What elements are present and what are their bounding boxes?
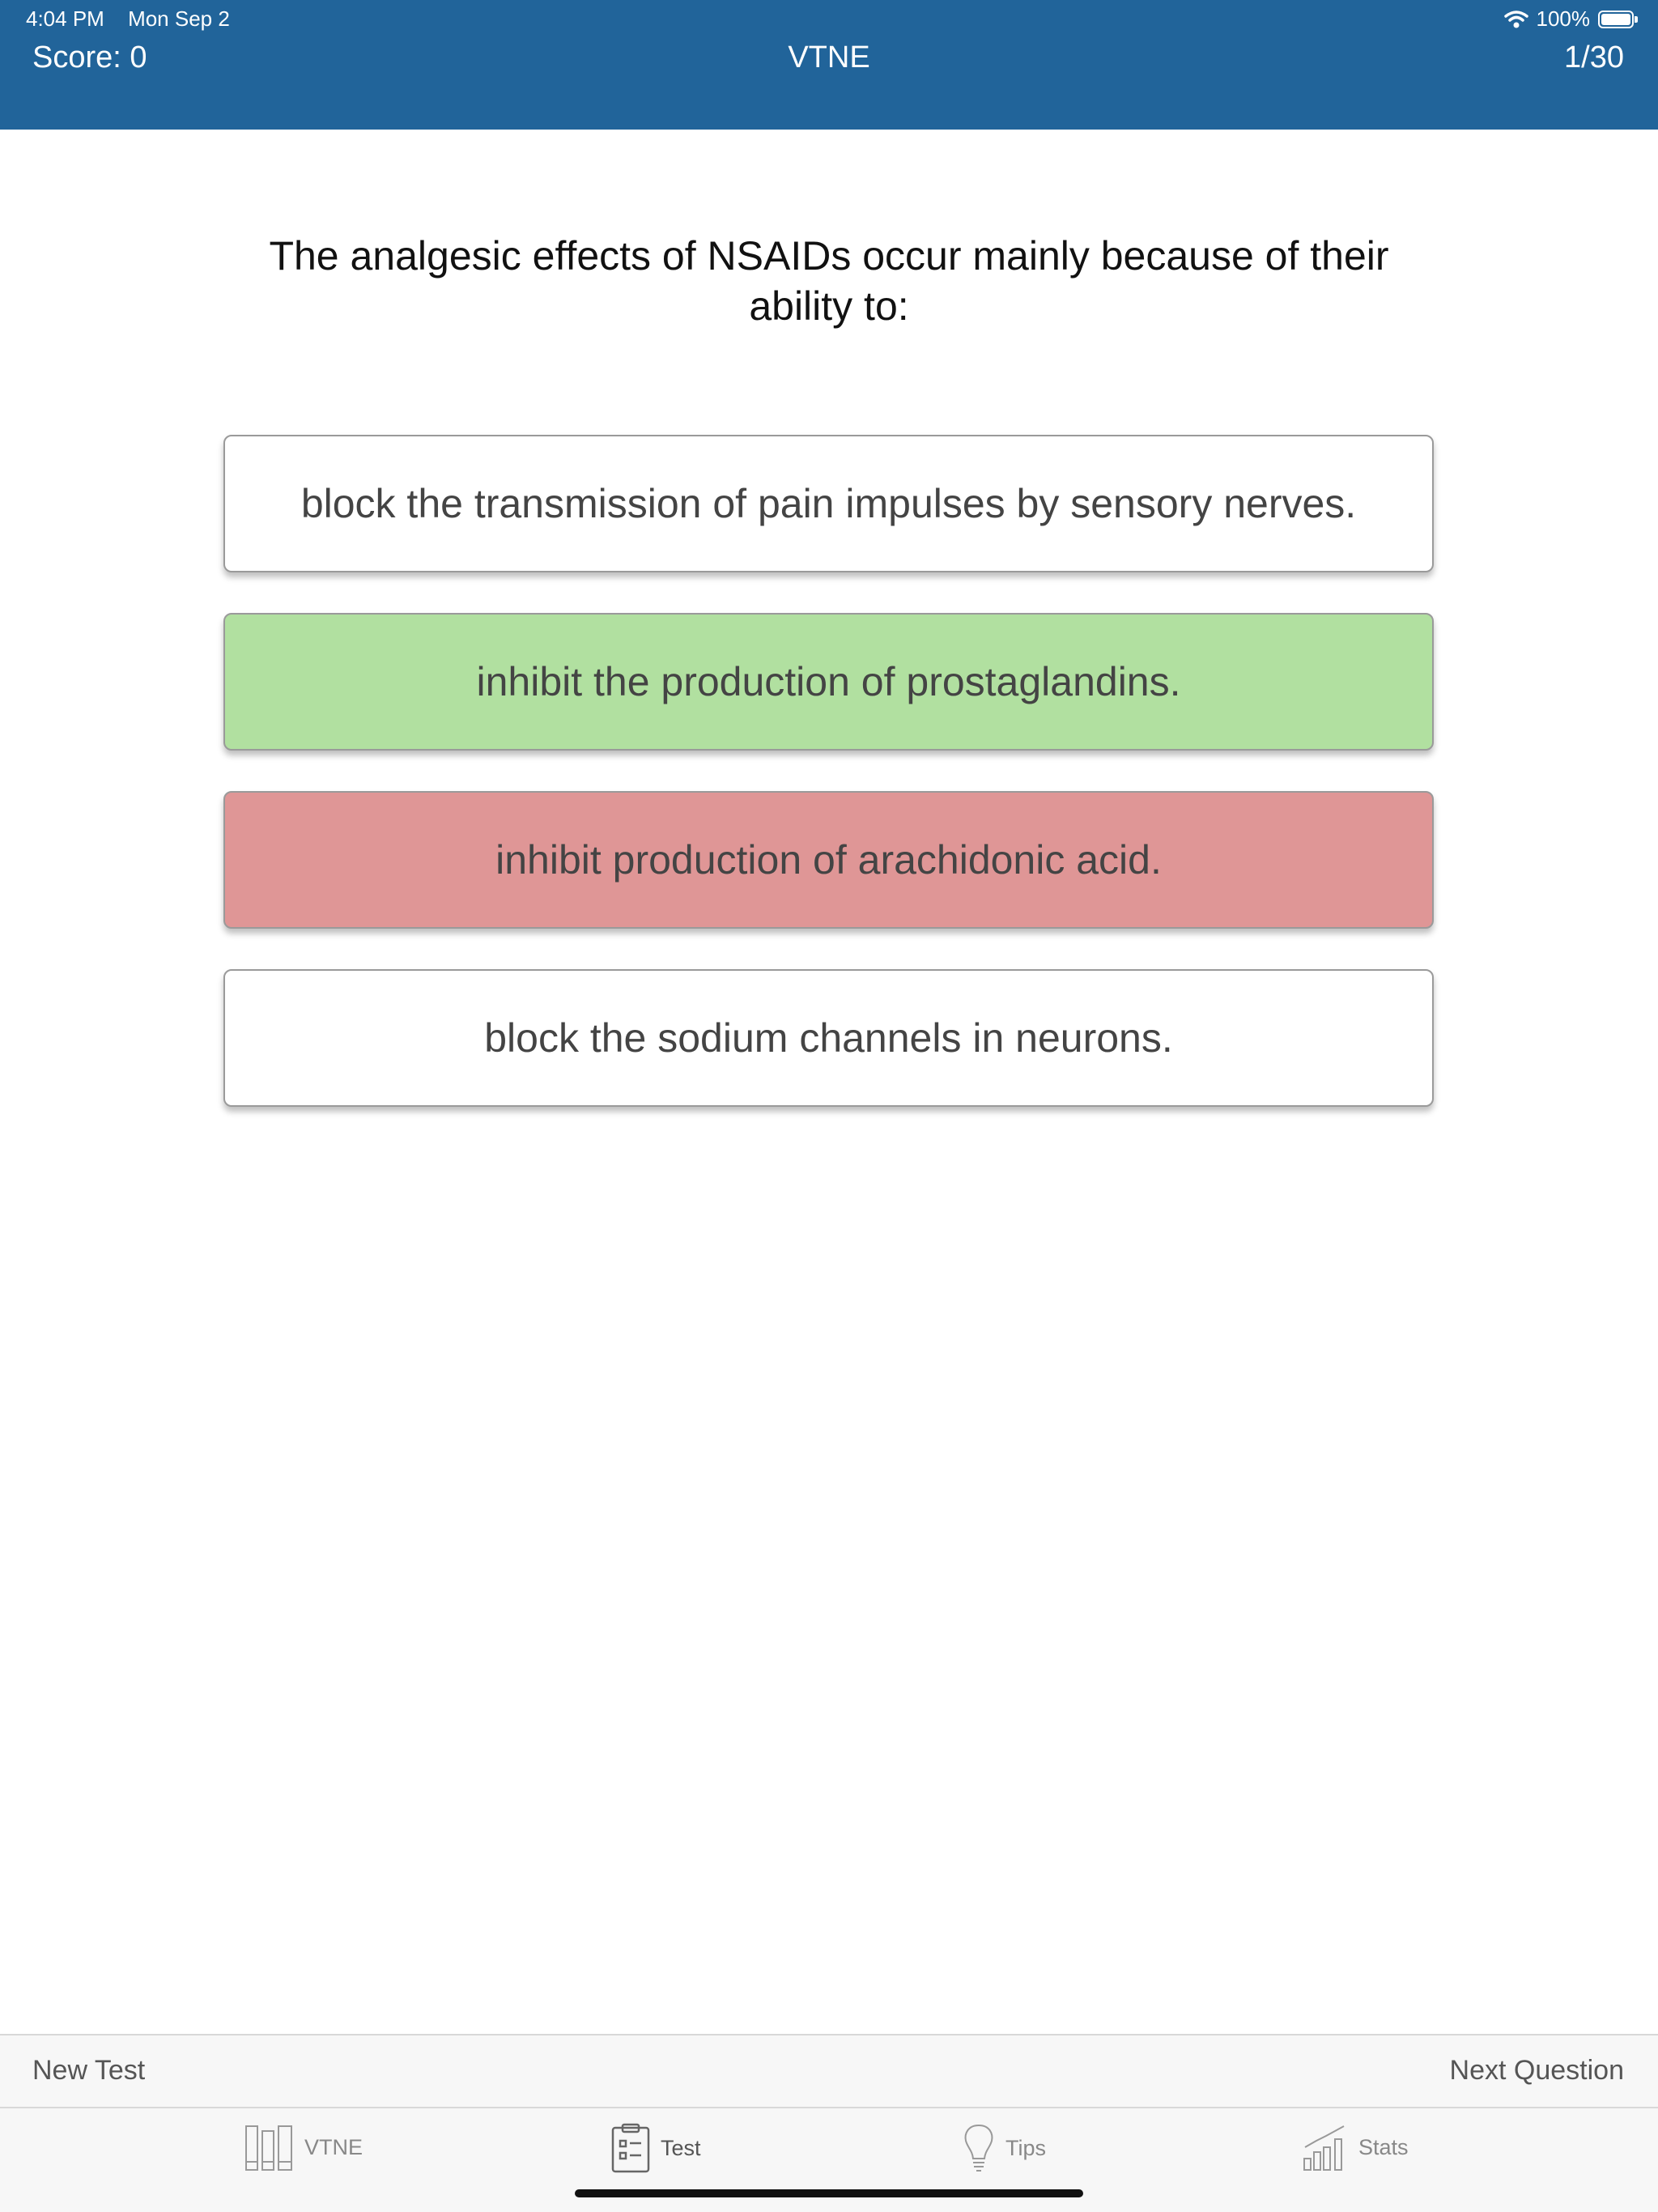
answer-option-3[interactable]: inhibit production of arachidonic acid. (223, 791, 1434, 929)
answer-option-2[interactable]: inhibit the production of prostaglandins. (223, 613, 1434, 751)
books-icon (244, 2123, 295, 2172)
question-counter: 1/30 (1564, 40, 1624, 74)
score-label: Score: 0 (32, 40, 147, 74)
status-date: Mon Sep 2 (128, 6, 230, 31)
status-bar-left (26, 6, 248, 32)
tab-tips[interactable] (962, 2123, 1046, 2173)
battery-icon (1598, 11, 1634, 28)
tab-label: Stats (1358, 2134, 1409, 2159)
new-test-button[interactable]: New Test (32, 2055, 146, 2086)
status-time: 4:04 PM (26, 6, 104, 31)
tab-vtne[interactable] (244, 2123, 363, 2172)
chart-icon (1302, 2123, 1349, 2172)
next-question-button[interactable]: Next Question (1449, 2055, 1624, 2086)
wifi-icon (1504, 10, 1528, 29)
answer-option-1[interactable]: block the transmission of pain impulses by sensory nerves. (223, 435, 1434, 572)
nav-title: VTNE (788, 40, 870, 74)
tab-stats[interactable] (1302, 2123, 1409, 2172)
battery-percent: 100% (1536, 6, 1590, 31)
answer-list (223, 435, 1434, 1147)
lightbulb-icon (962, 2123, 996, 2173)
tab-test[interactable] (610, 2123, 701, 2173)
tab-label: Test (661, 2135, 701, 2160)
answer-option-4[interactable]: block the sodium channels in neurons. (223, 969, 1434, 1107)
home-indicator[interactable] (575, 2189, 1083, 2197)
question-text: The analgesic effects of NSAIDs occur mainly because of their ability to: (269, 233, 1389, 329)
status-bar-right (1504, 6, 1635, 32)
bottom-toolbar (0, 2034, 1658, 2107)
clipboard-icon (610, 2123, 651, 2173)
tab-label: Tips (1005, 2135, 1047, 2160)
tab-label: VTNE (304, 2134, 363, 2159)
header (0, 0, 1658, 130)
